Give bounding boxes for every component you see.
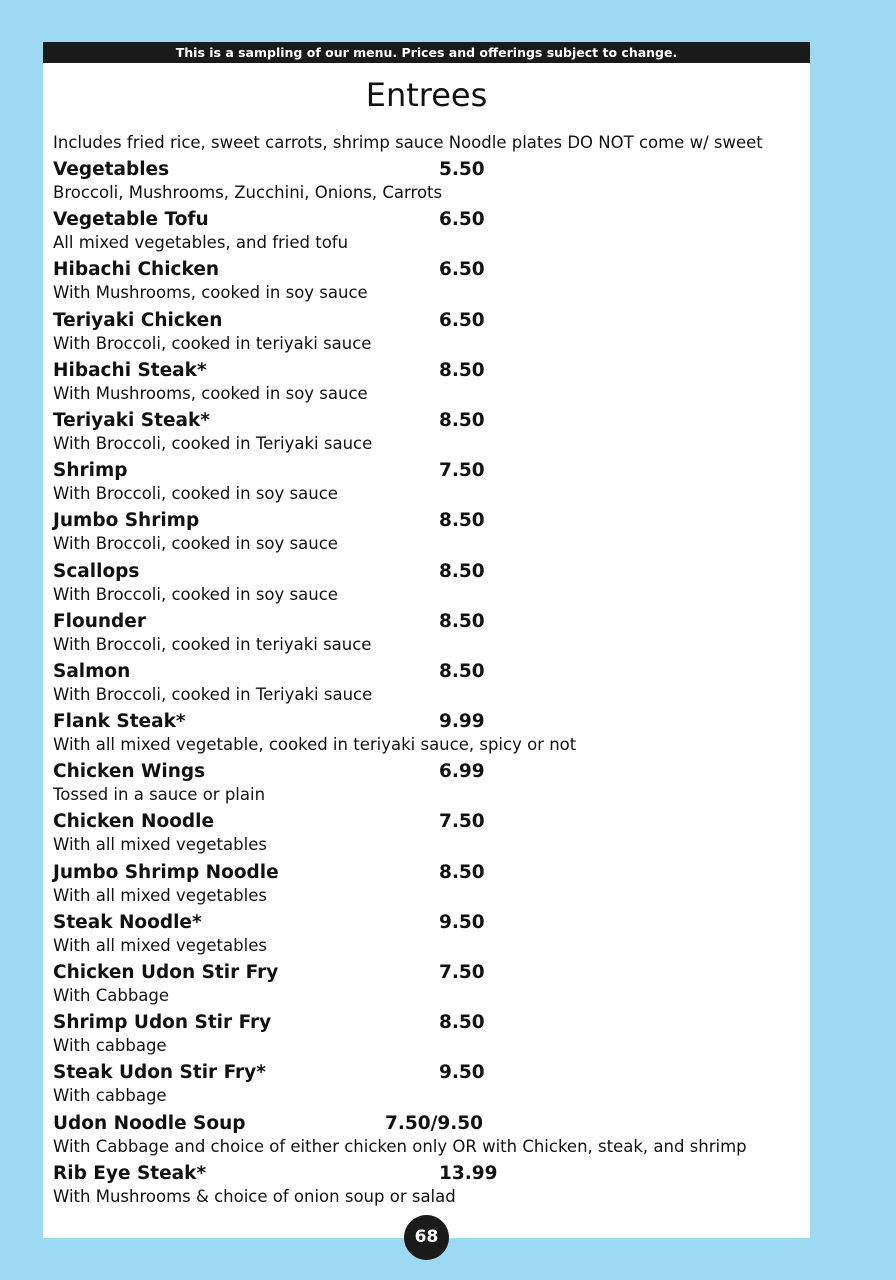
menu-item (53, 861, 810, 911)
item-name: Hibachi Chicken (53, 259, 220, 281)
item-price: 8.50 (439, 610, 485, 632)
item-description: With Cabbage and choice of either chicken only OR with Chicken, steak, and shrimp (53, 1136, 747, 1156)
item-name: Vegetables (53, 159, 170, 180)
item-name: Shrimp (53, 460, 128, 482)
item-name: Chicken Noodle (53, 811, 215, 833)
item-price: 6.50 (439, 309, 485, 331)
item-description: With Broccoli, cooked in teriyaki sauce (53, 333, 372, 353)
item-name: Hibachi Steak* (53, 359, 207, 381)
item-name: Chicken Wings (53, 761, 206, 783)
menu-item (53, 208, 810, 258)
item-description: With Broccoli, cooked in soy sauce (53, 484, 338, 504)
item-name: Jumbo Shrimp Noodle (53, 861, 279, 883)
item-price: 7.50 (439, 460, 485, 482)
item-name: Scallops (53, 560, 140, 582)
item-description: With cabbage (53, 1086, 167, 1106)
item-price: 8.50 (439, 359, 485, 381)
page-number-badge: 68 (404, 1215, 449, 1260)
menu-item (53, 810, 810, 860)
item-price: 9.50 (439, 911, 485, 933)
page-title: Entrees (365, 76, 488, 114)
item-description: With Broccoli, cooked in soy sauce (53, 584, 338, 604)
item-name: Salmon (53, 660, 131, 682)
menu-item (53, 1061, 810, 1111)
item-price: 8.50 (439, 1012, 485, 1034)
menu-item (53, 459, 810, 509)
item-price: 8.50 (439, 861, 485, 883)
item-name: Chicken Udon Stir Fry (53, 962, 279, 983)
item-price: 8.50 (439, 560, 485, 582)
item-price: 7.50 (439, 811, 485, 833)
item-description: With Mushrooms, cooked in soy sauce (53, 383, 368, 403)
menu-item (53, 1112, 810, 1162)
item-description: Broccoli, Mushrooms, Zucchini, Onions, Carrots (53, 183, 443, 202)
menu-item (53, 258, 810, 308)
item-name: Udon Noodle Soup (53, 1112, 246, 1134)
item-price: 9.99 (439, 711, 485, 733)
item-name: Vegetable Tofu (53, 209, 209, 231)
menu-item (53, 158, 810, 208)
item-price: 8.50 (439, 660, 485, 682)
item-price: 6.50 (439, 209, 485, 231)
item-price: 8.50 (439, 510, 485, 532)
item-description: With all mixed vegetable, cooked in teriyaki sauce, spicy or not (53, 735, 577, 755)
menu-item-list (53, 158, 810, 1212)
item-description: With Mushrooms & choice of onion soup or salad (53, 1186, 456, 1206)
item-name: Flounder (53, 610, 146, 632)
menu-item (53, 1011, 810, 1061)
item-price: 9.50 (439, 1062, 485, 1084)
item-description: With Broccoli, cooked in soy sauce (53, 534, 338, 554)
menu-item (53, 359, 810, 409)
item-name: Rib Eye Steak* (53, 1162, 207, 1184)
item-description: With all mixed vegetables (53, 935, 267, 955)
item-description: With Cabbage (53, 986, 170, 1005)
disclaimer-banner: This is a sampling of our menu. Prices and offerings subject to change. (43, 42, 810, 63)
menu-item (53, 660, 810, 710)
menu-item (53, 911, 810, 961)
item-description: With Broccoli, cooked in Teriyaki sauce (53, 684, 373, 704)
item-price: 13.99 (439, 1162, 498, 1184)
item-description: All mixed vegetables, and fried tofu (53, 233, 349, 253)
menu-item (53, 610, 810, 660)
item-price: 8.50 (439, 409, 485, 431)
item-description: With Broccoli, cooked in teriyaki sauce (53, 634, 372, 654)
menu-item (53, 509, 810, 559)
item-description: With Broccoli, cooked in Teriyaki sauce (53, 433, 373, 453)
item-price: 7.50/9.50 (385, 1112, 484, 1134)
item-name: Flank Steak* (53, 711, 186, 733)
item-name: Teriyaki Steak* (53, 409, 210, 431)
item-price: 7.50 (439, 962, 485, 983)
item-name: Shrimp Udon Stir Fry (53, 1012, 272, 1034)
item-description: Tossed in a sauce or plain (53, 785, 266, 805)
item-price: 5.50 (439, 159, 485, 180)
item-name: Teriyaki Chicken (53, 309, 223, 331)
menu-item (53, 961, 810, 1011)
intro-note: Includes fried rice, sweet carrots, shrimp sauce Noodle plates DO NOT come w/ sweet (53, 133, 763, 152)
item-price: 6.99 (439, 761, 485, 783)
menu-item (53, 309, 810, 359)
menu-item (53, 1162, 810, 1212)
item-name: Jumbo Shrimp (53, 510, 200, 532)
menu-item (53, 760, 810, 810)
menu-item (53, 409, 810, 459)
item-name: Steak Noodle* (53, 911, 202, 933)
item-price: 6.50 (439, 259, 485, 281)
item-description: With cabbage (53, 1036, 167, 1056)
item-description: With Mushrooms, cooked in soy sauce (53, 283, 368, 303)
item-description: With all mixed vegetables (53, 885, 267, 905)
item-name: Steak Udon Stir Fry* (53, 1062, 266, 1084)
menu-page (43, 42, 810, 1238)
item-description: With all mixed vegetables (53, 835, 267, 855)
menu-item (53, 710, 810, 760)
menu-item (53, 560, 810, 610)
